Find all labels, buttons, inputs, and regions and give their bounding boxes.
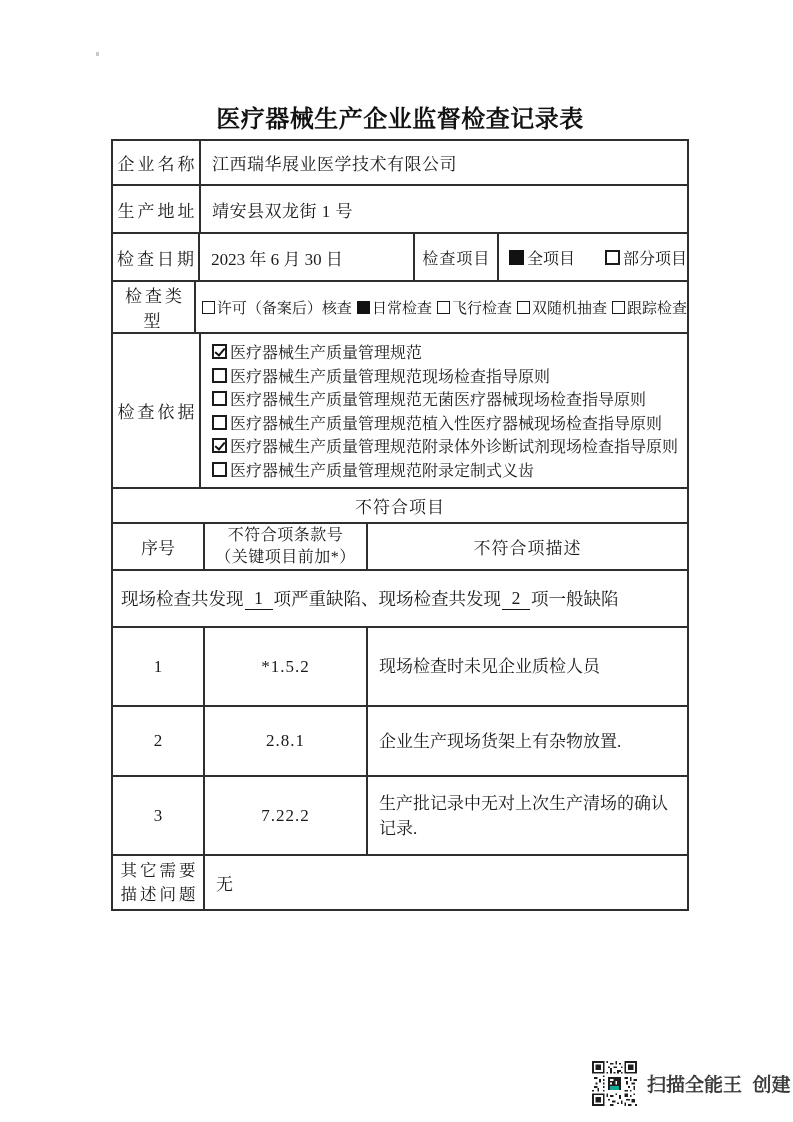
column-header-description: 不符合项描述 [473,539,582,558]
checkbox-icon [357,301,370,314]
critical-defect-count: 1 [245,588,273,610]
checkbox-icon [517,301,530,314]
type-option-routine [357,297,432,318]
other-issues-label-line2: 描述问题 [120,884,199,904]
clause-number: 7.22.2 [205,777,368,854]
type-option-label: 双随机抽查 [531,300,607,317]
noncompliance-row-2 [113,707,687,777]
findings-summary-text [113,571,687,626]
basis-item [212,340,422,364]
checkbox-icon [212,344,227,359]
inspection-basis-row [113,334,687,489]
basis-item [212,387,646,411]
basis-item [212,434,678,458]
checkbox-icon [437,301,450,314]
checkbox-icon [612,301,625,314]
checkbox-icon [212,368,227,383]
scanner-footer [592,1061,791,1106]
summary-part3: 项一般缺陷 [531,589,619,609]
row-number: 2 [113,707,205,775]
defect-description: 现场检查时未见企业质检人员 [379,657,600,676]
type-option-label: 许可（备案后）核查 [216,300,352,317]
type-option-unannounced [437,297,512,318]
inspection-date-row [113,234,687,282]
inspection-type-row [113,282,687,334]
checkbox-icon [212,462,227,477]
inspection-type-options [196,282,687,332]
other-issues-value: 无 [216,875,234,894]
company-name-row [113,141,687,186]
page-title: 医疗器械生产企业监督检查记录表 [216,107,584,133]
noncompliance-row-3 [113,777,687,856]
basis-item-label: 医疗器械生产质量管理规范无菌医疗器械现场检查指导原则 [230,392,647,410]
checkbox-icon [212,391,227,406]
findings-summary-row [113,571,687,628]
inspection-type-label: 检查类型 [113,282,196,332]
scope-option-full [509,246,575,269]
scan-artifact-speck [96,52,99,56]
row-number: 3 [113,777,205,854]
inspection-scope-label: 检查项目 [415,234,499,280]
summary-part1: 现场检查共发现 [121,589,244,609]
basis-item [212,411,662,435]
type-option-follow-up [612,297,687,318]
inspection-date-label: 检查日期 [113,234,200,280]
noncompliance-section-header-row [113,489,687,524]
inspection-basis-list [201,334,687,487]
qr-code-icon [592,1061,637,1106]
type-option-label: 飞行检查 [451,300,512,317]
general-defect-count: 2 [502,588,530,610]
basis-item [212,458,534,482]
inspection-basis-label: 检查依据 [113,334,201,487]
clause-number: 2.8.1 [205,707,368,775]
clause-header-line2: （关键项目前加*） [215,548,356,566]
inspection-form-table [111,139,689,911]
production-address-row [113,186,687,234]
basis-item-label: 医疗器械生产质量管理规范附录定制式义齿 [230,462,535,480]
production-address-label: 生产地址 [113,186,201,232]
type-option-double-random [517,297,607,318]
inspection-date-value: 2023 年 6 月 30 日 [200,234,415,280]
column-header-clause [205,524,368,569]
type-option-license-check [202,297,352,318]
inspection-scope-options [499,234,687,280]
scope-option-label: 全项目 [526,250,575,268]
checkbox-icon [605,250,620,265]
basis-item-label: 医疗器械生产质量管理规范现场检查指导原则 [230,368,551,386]
type-option-label: 日常检查 [371,300,432,317]
company-name-label: 企业名称 [113,141,201,184]
summary-part2: 项严重缺陷、现场检查共发现 [273,589,501,609]
other-issues-label [113,856,205,909]
noncompliance-row-1 [113,628,687,707]
checkbox-icon [202,301,215,314]
column-header-number: 序号 [113,524,205,569]
noncompliance-section-title: 不符合项目 [355,498,445,517]
scope-option-partial [605,246,687,269]
defect-description: 企业生产现场货架上有杂物放置. [379,731,622,751]
type-option-label: 跟踪检查 [626,300,687,317]
scanner-credit-text: 扫描全能王 创建 [647,1075,791,1096]
checkbox-icon [212,438,227,453]
basis-item [212,364,550,388]
checkbox-icon [509,250,524,265]
company-name-value: 江西瑞华展业医学技术有限公司 [212,155,457,174]
defect-description: 生产批记录中无对上次生产清场的确认记录. [379,793,668,838]
production-address-value: 靖安县双龙街 1 号 [212,201,353,221]
other-issues-label-line1: 其它需要 [120,860,199,880]
clause-number: *1.5.2 [205,628,368,705]
noncompliance-header-row [113,524,687,571]
other-issues-row [113,856,687,909]
row-number: 1 [113,628,205,705]
basis-item-label: 医疗器械生产质量管理规范 [230,345,423,363]
clause-header-line1: 不符合项条款号 [227,526,344,544]
scope-option-label: 部分项目 [623,250,688,268]
basis-item-label: 医疗器械生产质量管理规范植入性医疗器械现场检查指导原则 [230,415,663,433]
checkbox-icon [212,415,227,430]
basis-item-label: 医疗器械生产质量管理规范附录体外诊断试剂现场检查指导原则 [230,439,679,457]
